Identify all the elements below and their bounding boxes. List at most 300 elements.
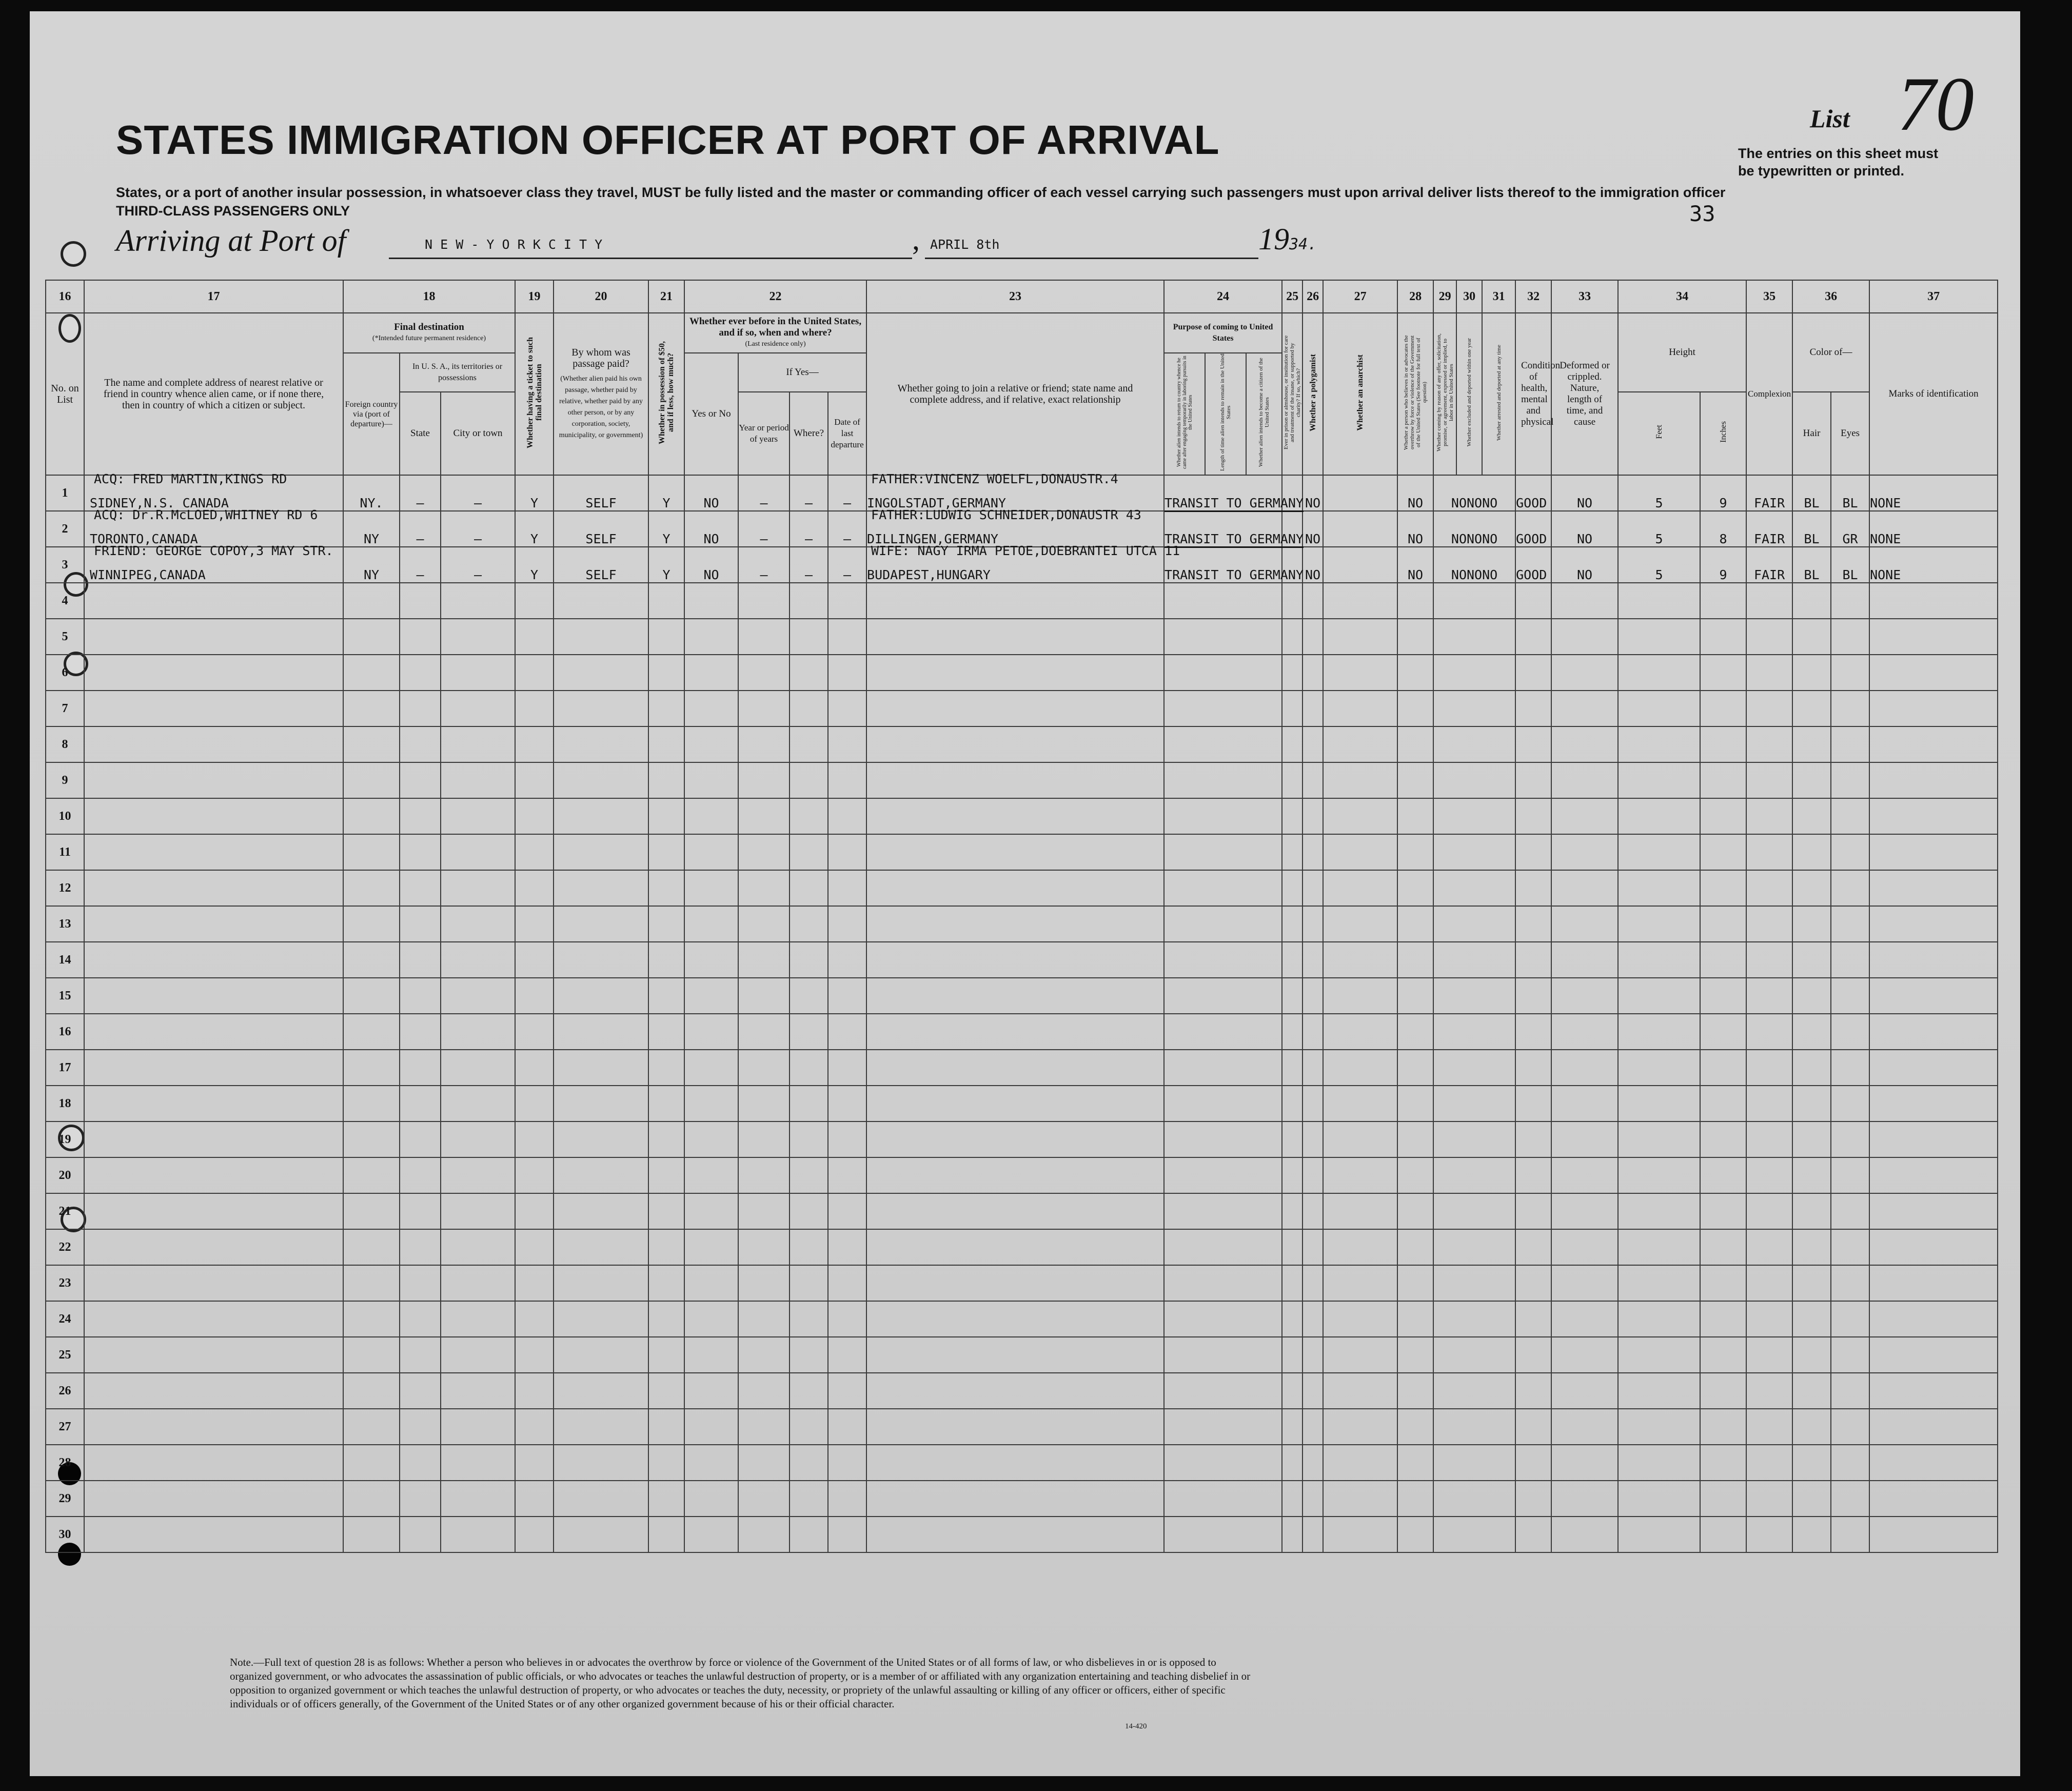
purpose-cell bbox=[1164, 1301, 1282, 1337]
cell-ticket bbox=[515, 1337, 554, 1373]
cell-feet bbox=[1618, 619, 1700, 655]
row-number: 22 bbox=[46, 1229, 84, 1265]
cell-where bbox=[790, 691, 828, 726]
cell-city bbox=[441, 1337, 515, 1373]
cell-period bbox=[738, 691, 790, 726]
cell-marks bbox=[1869, 1301, 1998, 1337]
cell-city bbox=[441, 906, 515, 942]
col-inches bbox=[1700, 392, 1746, 475]
table-row bbox=[46, 1481, 1998, 1517]
cell-feet bbox=[1618, 1193, 1700, 1229]
cell-anarchist bbox=[1323, 1229, 1397, 1265]
relative-cell bbox=[84, 619, 343, 655]
cell-health bbox=[1515, 1229, 1551, 1265]
cell-q28 bbox=[1397, 691, 1433, 726]
cell-paid_by: SELF bbox=[554, 475, 648, 511]
cell-anarchist bbox=[1323, 475, 1397, 511]
cell-feet bbox=[1618, 1086, 1700, 1121]
cell-marks bbox=[1869, 834, 1998, 870]
relative-cell bbox=[84, 507, 343, 547]
cell-marks bbox=[1869, 1014, 1998, 1050]
cell-health bbox=[1515, 1050, 1551, 1086]
cell-health: GOOD bbox=[1515, 547, 1551, 583]
cell-inches bbox=[1700, 1014, 1746, 1050]
cell-eyes bbox=[1831, 942, 1869, 978]
cell-city bbox=[441, 1517, 515, 1552]
cell-eyes bbox=[1831, 1337, 1869, 1373]
cell-money bbox=[648, 1229, 684, 1265]
cell-period bbox=[738, 1445, 790, 1481]
cell-eyes: BL bbox=[1831, 547, 1869, 583]
cell-complexion bbox=[1746, 1445, 1792, 1481]
cell-paid_by bbox=[554, 1265, 648, 1301]
joining-address: INGOLSTADT,GERMANY bbox=[867, 496, 1006, 510]
cell-marks bbox=[1869, 1265, 1998, 1301]
cell-hair bbox=[1792, 726, 1831, 762]
cell-hair bbox=[1792, 1121, 1831, 1157]
cell-city bbox=[441, 1445, 515, 1481]
feet-label: Feet bbox=[1654, 425, 1664, 439]
cell-city bbox=[441, 1229, 515, 1265]
cell-health bbox=[1515, 583, 1551, 619]
column-number: 24 bbox=[1164, 280, 1282, 313]
cell-anarchist bbox=[1323, 1301, 1397, 1337]
cell-complexion bbox=[1746, 942, 1792, 978]
cell-money bbox=[648, 583, 684, 619]
cell-paid_by bbox=[554, 1517, 648, 1552]
cell-where bbox=[790, 655, 828, 691]
column-number: 21 bbox=[648, 280, 684, 313]
cell-health bbox=[1515, 906, 1551, 942]
cell-eyes bbox=[1831, 655, 1869, 691]
cell-paid_by bbox=[554, 1157, 648, 1193]
cell-ever_before bbox=[684, 1265, 738, 1301]
cell-date_dep bbox=[828, 1445, 866, 1481]
col-relative-abroad: The name and complete address of nearest relative or friend in country whence alien came, or if none there, then in country of which a citizen or subject. bbox=[84, 313, 343, 475]
table-row bbox=[46, 1014, 1998, 1050]
column-number: 31 bbox=[1482, 280, 1515, 313]
cell-inches bbox=[1700, 942, 1746, 978]
cell-feet bbox=[1618, 726, 1700, 762]
cell-prison bbox=[1282, 1445, 1303, 1481]
cell-polygamist bbox=[1303, 834, 1323, 870]
cell-deformed bbox=[1551, 942, 1618, 978]
cell-period bbox=[738, 942, 790, 978]
purpose-cell bbox=[1164, 834, 1282, 870]
cell-ever_before bbox=[684, 1193, 738, 1229]
cell-deformed bbox=[1551, 1229, 1618, 1265]
cell-feet bbox=[1618, 1229, 1700, 1265]
cell-state bbox=[400, 906, 441, 942]
cell-feet bbox=[1618, 1050, 1700, 1086]
cell-foreign bbox=[343, 1373, 400, 1409]
joining-cell bbox=[866, 543, 1180, 583]
purpose-cell bbox=[1164, 1481, 1282, 1517]
relative-cell bbox=[84, 1157, 343, 1193]
cell-state bbox=[400, 834, 441, 870]
cell-marks bbox=[1869, 1445, 1998, 1481]
cell-anarchist bbox=[1323, 1517, 1397, 1552]
cell-eyes: BL bbox=[1831, 475, 1869, 511]
purpose-cell bbox=[1164, 1229, 1282, 1265]
cell-ever_before: NO bbox=[684, 475, 738, 511]
col-money bbox=[648, 313, 684, 475]
cell-ever_before: NO bbox=[684, 511, 738, 547]
manifest-table bbox=[45, 280, 1998, 1553]
relative-cell bbox=[84, 870, 343, 906]
cell-period bbox=[738, 1050, 790, 1086]
cell-hair bbox=[1792, 834, 1831, 870]
row-number: 14 bbox=[46, 942, 84, 978]
cell-complexion bbox=[1746, 1517, 1792, 1552]
row-number: 16 bbox=[46, 1014, 84, 1050]
cell-health bbox=[1515, 1157, 1551, 1193]
cell-inches bbox=[1700, 1373, 1746, 1409]
cell-hair: BL bbox=[1792, 547, 1831, 583]
cell-feet bbox=[1618, 1373, 1700, 1409]
q30-label: Whether excluded and deported within one year bbox=[1466, 338, 1473, 447]
cell-complexion bbox=[1746, 1193, 1792, 1229]
cell-q28 bbox=[1397, 655, 1433, 691]
cell-where bbox=[790, 1409, 828, 1445]
cell-inches bbox=[1700, 870, 1746, 906]
cell-state bbox=[400, 762, 441, 798]
cell-anarchist bbox=[1323, 1337, 1397, 1373]
joining-cell bbox=[866, 870, 1164, 906]
punch-hole bbox=[61, 241, 86, 267]
cell-q29-31 bbox=[1433, 1265, 1515, 1301]
joining-cell bbox=[866, 471, 1164, 511]
cell-inches bbox=[1700, 1517, 1746, 1552]
arriving-label: Arriving at Port of bbox=[116, 224, 346, 258]
row-number: 2 bbox=[46, 511, 84, 547]
cell-q29-31 bbox=[1433, 798, 1515, 834]
cell-where bbox=[790, 583, 828, 619]
cell-foreign bbox=[343, 1265, 400, 1301]
cell-polygamist bbox=[1303, 1121, 1323, 1157]
relative-cell bbox=[84, 978, 343, 1014]
cell-deformed bbox=[1551, 1517, 1618, 1552]
cell-inches bbox=[1700, 1301, 1746, 1337]
col-ever-before bbox=[684, 313, 866, 353]
cell-ticket bbox=[515, 1517, 554, 1552]
cell-foreign bbox=[343, 1157, 400, 1193]
table-row bbox=[46, 906, 1998, 942]
col-height: Height bbox=[1618, 313, 1746, 392]
joining-cell bbox=[866, 583, 1164, 619]
cell-city bbox=[441, 1265, 515, 1301]
cell-money bbox=[648, 1373, 684, 1409]
list-note-line: be typewritten or printed. bbox=[1738, 163, 1905, 179]
cell-q29-31 bbox=[1433, 942, 1515, 978]
cell-q29-31 bbox=[1433, 1517, 1515, 1552]
cell-polygamist bbox=[1303, 655, 1323, 691]
row-number: 6 bbox=[46, 655, 84, 691]
cell-deformed bbox=[1551, 1301, 1618, 1337]
cell-feet bbox=[1618, 655, 1700, 691]
cell-health bbox=[1515, 870, 1551, 906]
cell-paid_by bbox=[554, 1086, 648, 1121]
cell-where bbox=[790, 1121, 828, 1157]
cell-period bbox=[738, 1121, 790, 1157]
cell-ticket bbox=[515, 1301, 554, 1337]
purpose-cell bbox=[1164, 870, 1282, 906]
cell-marks bbox=[1869, 1481, 1998, 1517]
cell-eyes bbox=[1831, 1050, 1869, 1086]
cell-complexion bbox=[1746, 726, 1792, 762]
relative-cell bbox=[84, 1050, 343, 1086]
cell-prison bbox=[1282, 1481, 1303, 1517]
header-row-top bbox=[46, 313, 1998, 353]
cell-eyes bbox=[1831, 1517, 1869, 1552]
cell-polygamist bbox=[1303, 870, 1323, 906]
cell-anarchist bbox=[1323, 726, 1397, 762]
cell-ever_before bbox=[684, 655, 738, 691]
table-row bbox=[46, 691, 1998, 726]
cell-foreign bbox=[343, 1229, 400, 1265]
cell-state bbox=[400, 1409, 441, 1445]
cell-hair bbox=[1792, 870, 1831, 906]
cell-foreign bbox=[343, 1481, 400, 1517]
column-number: 16 bbox=[46, 280, 84, 313]
cell-feet bbox=[1618, 583, 1700, 619]
cell-q29-31 bbox=[1433, 655, 1515, 691]
cell-anarchist bbox=[1323, 1157, 1397, 1193]
cell-date_dep bbox=[828, 1014, 866, 1050]
cell-polygamist bbox=[1303, 1337, 1323, 1373]
cell-inches bbox=[1700, 1121, 1746, 1157]
row-number: 1 bbox=[46, 475, 84, 511]
cell-polygamist bbox=[1303, 1157, 1323, 1193]
column-number: 29 bbox=[1433, 280, 1456, 313]
cell-money bbox=[648, 798, 684, 834]
cell-eyes bbox=[1831, 834, 1869, 870]
cell-prison bbox=[1282, 726, 1303, 762]
cell-money bbox=[648, 1265, 684, 1301]
cell-health bbox=[1515, 1445, 1551, 1481]
cell-foreign bbox=[343, 762, 400, 798]
cell-deformed bbox=[1551, 1157, 1618, 1193]
cell-money: Y bbox=[648, 475, 684, 511]
purpose-cell bbox=[1164, 1373, 1282, 1409]
joining-cell bbox=[866, 726, 1164, 762]
cell-ticket bbox=[515, 619, 554, 655]
cell-marks bbox=[1869, 691, 1998, 726]
cell-money bbox=[648, 978, 684, 1014]
relative-cell bbox=[84, 691, 343, 726]
table-row bbox=[46, 942, 1998, 978]
cell-date_dep: – bbox=[828, 475, 866, 511]
cell-city bbox=[441, 870, 515, 906]
cell-q28 bbox=[1397, 762, 1433, 798]
cell-hair bbox=[1792, 1445, 1831, 1481]
cell-health bbox=[1515, 1517, 1551, 1552]
cell-q29-31 bbox=[1433, 834, 1515, 870]
polygamist-label: Whether a polygamist bbox=[1308, 353, 1317, 431]
cell-prison bbox=[1282, 1373, 1303, 1409]
table-row bbox=[46, 1121, 1998, 1157]
col-marks: Marks of identification bbox=[1869, 313, 1998, 475]
cell-date_dep bbox=[828, 1265, 866, 1301]
cell-polygamist bbox=[1303, 1445, 1323, 1481]
cell-foreign bbox=[343, 691, 400, 726]
cell-prison bbox=[1282, 1337, 1303, 1373]
cell-foreign bbox=[343, 942, 400, 978]
joining-cell bbox=[866, 1050, 1164, 1086]
cell-money bbox=[648, 762, 684, 798]
cell-ever_before bbox=[684, 798, 738, 834]
cell-q29-31 bbox=[1433, 1409, 1515, 1445]
cell-date_dep bbox=[828, 726, 866, 762]
cell-anarchist bbox=[1323, 1050, 1397, 1086]
cell-feet bbox=[1618, 906, 1700, 942]
cell-eyes bbox=[1831, 870, 1869, 906]
cell-anarchist bbox=[1323, 978, 1397, 1014]
cell-polygamist bbox=[1303, 691, 1323, 726]
joining-cell bbox=[866, 1265, 1164, 1301]
cell-city bbox=[441, 834, 515, 870]
column-number: 30 bbox=[1456, 280, 1482, 313]
cell-health bbox=[1515, 726, 1551, 762]
cell-city bbox=[441, 655, 515, 691]
cell-state bbox=[400, 870, 441, 906]
cell-q29-31: NONONO bbox=[1433, 547, 1515, 583]
relative-cell bbox=[84, 1445, 343, 1481]
cell-feet: 5 bbox=[1618, 511, 1700, 547]
cell-polygamist bbox=[1303, 619, 1323, 655]
cell-q28 bbox=[1397, 1193, 1433, 1229]
cell-anarchist bbox=[1323, 942, 1397, 978]
row-number: 26 bbox=[46, 1373, 84, 1409]
cell-feet bbox=[1618, 798, 1700, 834]
cell-foreign bbox=[343, 1121, 400, 1157]
row-number: 27 bbox=[46, 1409, 84, 1445]
cell-eyes bbox=[1831, 1014, 1869, 1050]
cell-polygamist bbox=[1303, 1229, 1323, 1265]
cell-polygamist bbox=[1303, 1301, 1323, 1337]
purpose-cell bbox=[1164, 1121, 1282, 1157]
relative-cell bbox=[84, 1193, 343, 1229]
cell-date_dep bbox=[828, 583, 866, 619]
cell-q28: NO bbox=[1397, 475, 1433, 511]
cell-where bbox=[790, 619, 828, 655]
cell-inches bbox=[1700, 1445, 1746, 1481]
cell-complexion bbox=[1746, 1337, 1792, 1373]
cell-paid_by bbox=[554, 726, 648, 762]
port-field bbox=[389, 237, 912, 259]
cell-deformed bbox=[1551, 1050, 1618, 1086]
table-row bbox=[46, 1193, 1998, 1229]
cell-date_dep bbox=[828, 834, 866, 870]
cell-prison bbox=[1282, 691, 1303, 726]
cell-money bbox=[648, 655, 684, 691]
cell-period bbox=[738, 1481, 790, 1517]
cell-polygamist: NO bbox=[1303, 511, 1323, 547]
cell-ticket bbox=[515, 583, 554, 619]
cell-marks bbox=[1869, 762, 1998, 798]
cell-where bbox=[790, 1337, 828, 1373]
cell-ticket bbox=[515, 1445, 554, 1481]
cell-eyes bbox=[1831, 1157, 1869, 1193]
cell-inches bbox=[1700, 1337, 1746, 1373]
joining-cell bbox=[866, 1481, 1164, 1517]
cell-where: – bbox=[790, 475, 828, 511]
cell-paid_by bbox=[554, 655, 648, 691]
cell-inches bbox=[1700, 762, 1746, 798]
relative-cell bbox=[84, 762, 343, 798]
col-passage-paid bbox=[554, 313, 648, 475]
cell-ever_before bbox=[684, 1157, 738, 1193]
relative-cell bbox=[84, 1014, 343, 1050]
cell-polygamist bbox=[1303, 1409, 1323, 1445]
cell-ever_before bbox=[684, 762, 738, 798]
cell-health bbox=[1515, 1086, 1551, 1121]
ever-before-sub: (Last residence only) bbox=[745, 340, 806, 348]
cell-health bbox=[1515, 1265, 1551, 1301]
cell-health bbox=[1515, 1193, 1551, 1229]
cell-where bbox=[790, 1193, 828, 1229]
cell-hair bbox=[1792, 1517, 1831, 1552]
cell-eyes bbox=[1831, 726, 1869, 762]
cell-inches: 8 bbox=[1700, 511, 1746, 547]
table-row bbox=[46, 511, 1998, 547]
table-row bbox=[46, 726, 1998, 762]
cell-paid_by bbox=[554, 798, 648, 834]
cell-date_dep bbox=[828, 1301, 866, 1337]
cell-feet bbox=[1618, 1265, 1700, 1301]
form-title: STATES IMMIGRATION OFFICER AT PORT OF ARRIVAL bbox=[116, 117, 1220, 163]
cell-polygamist: NO bbox=[1303, 475, 1323, 511]
purpose-cell bbox=[1164, 1086, 1282, 1121]
cell-period bbox=[738, 834, 790, 870]
purpose-cell bbox=[1164, 475, 1304, 511]
cell-ticket: Y bbox=[515, 475, 554, 511]
list-number: 70 bbox=[1897, 62, 1974, 147]
cell-prison bbox=[1282, 1157, 1303, 1193]
cell-period bbox=[738, 1086, 790, 1121]
cell-ticket bbox=[515, 1157, 554, 1193]
cell-deformed: NO bbox=[1551, 475, 1618, 511]
joining-cell bbox=[866, 1157, 1164, 1193]
relative-cell bbox=[84, 471, 343, 511]
cell-money bbox=[648, 834, 684, 870]
cell-where bbox=[790, 1373, 828, 1409]
cell-feet bbox=[1618, 1337, 1700, 1373]
cell-polygamist bbox=[1303, 1517, 1323, 1552]
money-label: Whether in possession of $50, and if less, how much? bbox=[658, 341, 676, 444]
cell-health bbox=[1515, 762, 1551, 798]
cell-money bbox=[648, 1481, 684, 1517]
row-number: 8 bbox=[46, 726, 84, 762]
cell-eyes bbox=[1831, 1373, 1869, 1409]
cell-prison bbox=[1282, 619, 1303, 655]
cell-state bbox=[400, 1337, 441, 1373]
cell-health bbox=[1515, 798, 1551, 834]
cell-polygamist bbox=[1303, 1014, 1323, 1050]
cell-marks bbox=[1869, 870, 1998, 906]
cell-foreign: NY bbox=[343, 547, 400, 583]
cell-date_dep bbox=[828, 1157, 866, 1193]
cell-money bbox=[648, 870, 684, 906]
cell-where bbox=[790, 1517, 828, 1552]
cell-eyes bbox=[1831, 1481, 1869, 1517]
cell-city bbox=[441, 1157, 515, 1193]
cell-feet bbox=[1618, 1014, 1700, 1050]
manifest-sheet bbox=[30, 11, 2020, 1776]
cell-marks bbox=[1869, 1517, 1998, 1552]
cell-foreign bbox=[343, 1445, 400, 1481]
cell-date_dep bbox=[828, 798, 866, 834]
